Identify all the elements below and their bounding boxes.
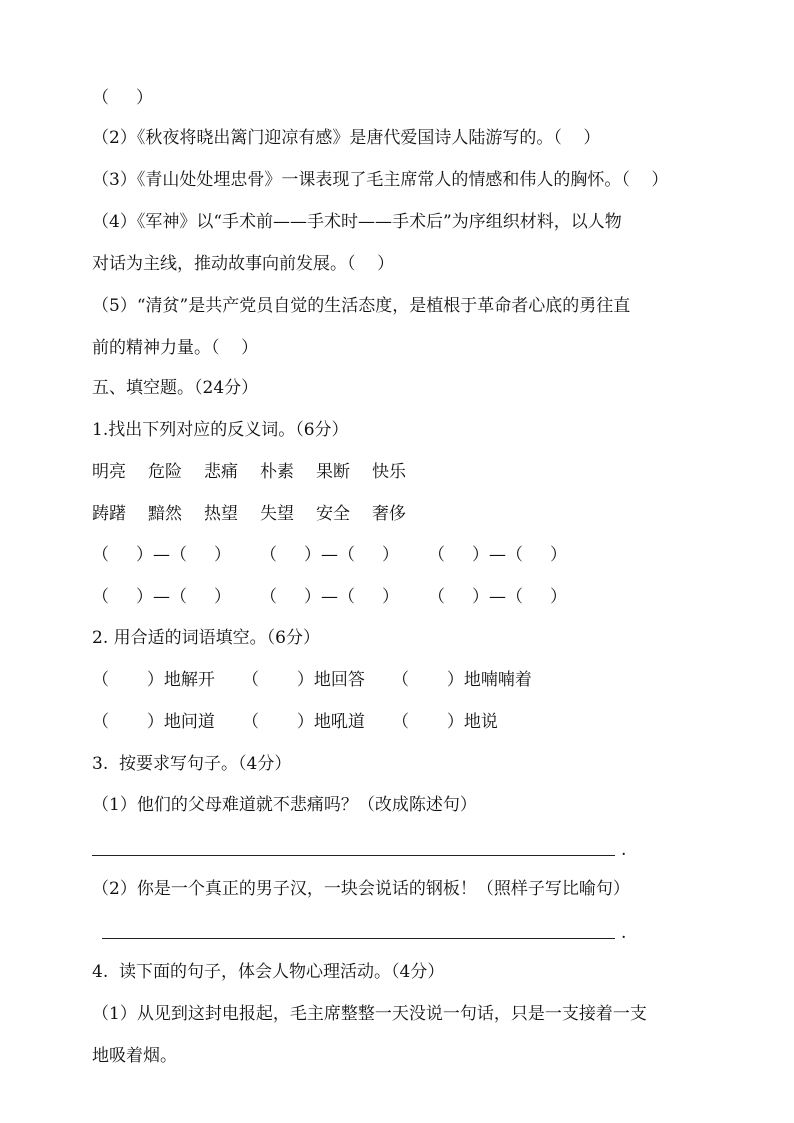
judge-item-3: （3）《青山处处埋忠骨》一课表现了毛主席常人的情感和伟人的胸怀。（ ）: [92, 170, 669, 190]
q2-title: 2. 用合适的词语填空。（6分）: [92, 628, 320, 648]
word: 奢侈: [372, 504, 406, 524]
fill-blank[interactable]: （ ）地喃喃着: [392, 670, 532, 690]
judge-item-5-line1: （5）“清贫”是共产党员自觉的生活态度，是植根于革命者心底的勇往直: [92, 296, 631, 316]
word: 朴素: [260, 462, 294, 482]
line-end-period: .: [621, 923, 627, 943]
q4-sentence-1-line2: 地吸着烟。: [92, 1046, 177, 1066]
judge-item-5-line2: 前的精神力量。（ ）: [92, 338, 259, 358]
word: 悲痛: [204, 462, 238, 482]
word: 热望: [204, 504, 238, 524]
word: 危险: [148, 462, 182, 482]
line-end-period: .: [621, 840, 627, 860]
fill-blank[interactable]: （ ）地吼道: [242, 712, 365, 732]
q4-title: 4. 读下面的句子，体会人物心理活动。（4分）: [92, 962, 445, 982]
fill-blank[interactable]: （ ）地回答: [242, 670, 365, 690]
judge-item-2: （2）《秋夜将晓出篱门迎凉有感》是唐代爱国诗人陆游写的。（ ）: [92, 128, 601, 148]
antonym-pair-blank[interactable]: （ ）—（ ）: [428, 587, 568, 607]
fill-blank[interactable]: （ ）地说: [392, 712, 498, 732]
word: 明亮: [92, 462, 126, 482]
q1-title: 1.找出下列对应的反义词。（6分）: [92, 420, 349, 440]
antonym-pair-blank[interactable]: （ ）—（ ）: [92, 545, 232, 565]
word: 安全: [316, 504, 350, 524]
word: 果断: [316, 462, 350, 482]
item1-answer-blank: （ ）: [92, 88, 154, 108]
antonym-pair-blank[interactable]: （ ）—（ ）: [92, 587, 232, 607]
judge-item-4-line2: 对话为主线，推动故事向前发展。（ ）: [92, 254, 395, 274]
judge-item-4-line1: （4）《军神》以“手术前——手术时——手术后”为序组织材料，以人物: [92, 212, 622, 232]
q3-sentence-1: （1）他们的父母难道就不悲痛吗？（改成陈述句）: [92, 795, 477, 815]
fill-blank[interactable]: （ ）地问道: [92, 712, 215, 732]
section-five-heading: 五、填空题。（24分）: [92, 378, 259, 398]
q3-sentence-2: （2）你是一个真正的男子汉，一块会说话的钢板！（照样子写比喻句）: [92, 879, 630, 899]
word: 失望: [260, 504, 294, 524]
word: 快乐: [372, 462, 406, 482]
q3-title: 3. 按要求写句子。（4分）: [92, 754, 292, 774]
antonym-pair-blank[interactable]: （ ）—（ ）: [260, 545, 400, 565]
word: 黯然: [148, 504, 182, 524]
antonym-pair-blank[interactable]: （ ）—（ ）: [260, 587, 400, 607]
q4-sentence-1-line1: （1）从见到这封电报起，毛主席整整一天没说一句话，只是一支接着一支: [92, 1004, 647, 1024]
fill-blank[interactable]: （ ）地解开: [92, 670, 215, 690]
antonym-pair-blank[interactable]: （ ）—（ ）: [428, 545, 568, 565]
answer-line[interactable]: [102, 938, 615, 939]
answer-line[interactable]: [92, 855, 615, 856]
word: 踌躇: [92, 504, 126, 524]
